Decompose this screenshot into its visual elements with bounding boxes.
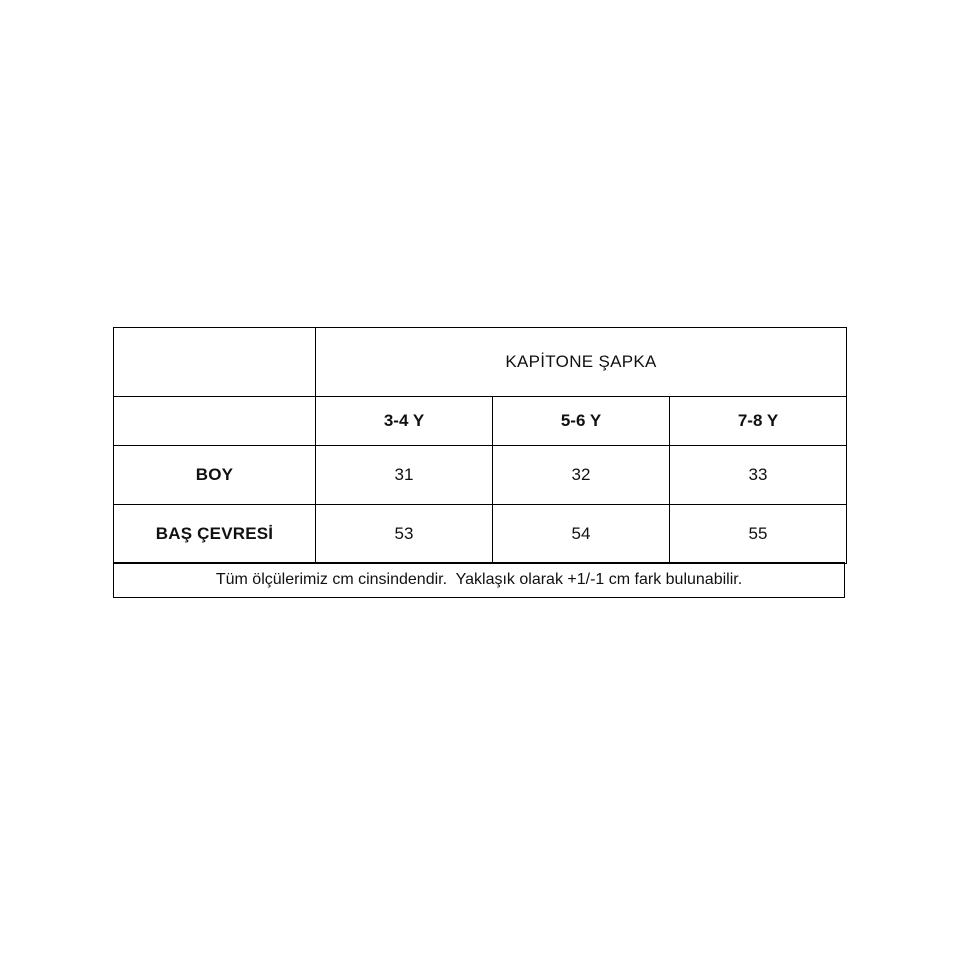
measure-label-boy: BOY <box>114 446 316 505</box>
measure-bas-cevresi-7-8: 55 <box>670 505 847 564</box>
table-corner-cell <box>114 328 316 397</box>
size-table <box>113 327 847 564</box>
measurement-note-text: Tüm ölçülerimiz cm cinsindendir. Yaklaşık olarak +1/-1 cm fark bulunabilir. <box>215 571 743 588</box>
size-header-3: 7-8 Y <box>670 397 847 446</box>
measure-boy-7-8: 33 <box>670 446 847 505</box>
measure-bas-cevresi-3-4: 53 <box>316 505 493 564</box>
table-row <box>114 446 847 505</box>
size-header-1: 3-4 Y <box>316 397 493 446</box>
size-header-2: 5-6 Y <box>493 397 670 446</box>
measure-label-bas-cevresi: BAŞ ÇEVRESİ <box>114 505 316 564</box>
table-row-title <box>114 328 847 397</box>
header-blank-cell <box>114 397 316 446</box>
table-row <box>114 505 847 564</box>
product-title: KAPİTONE ŞAPKA <box>316 328 847 397</box>
table-row-headers <box>114 397 847 446</box>
measure-boy-5-6: 32 <box>493 446 670 505</box>
measure-bas-cevresi-5-6: 54 <box>493 505 670 564</box>
size-table-container <box>113 327 847 564</box>
measurement-note-box <box>113 562 845 598</box>
measure-boy-3-4: 31 <box>316 446 493 505</box>
